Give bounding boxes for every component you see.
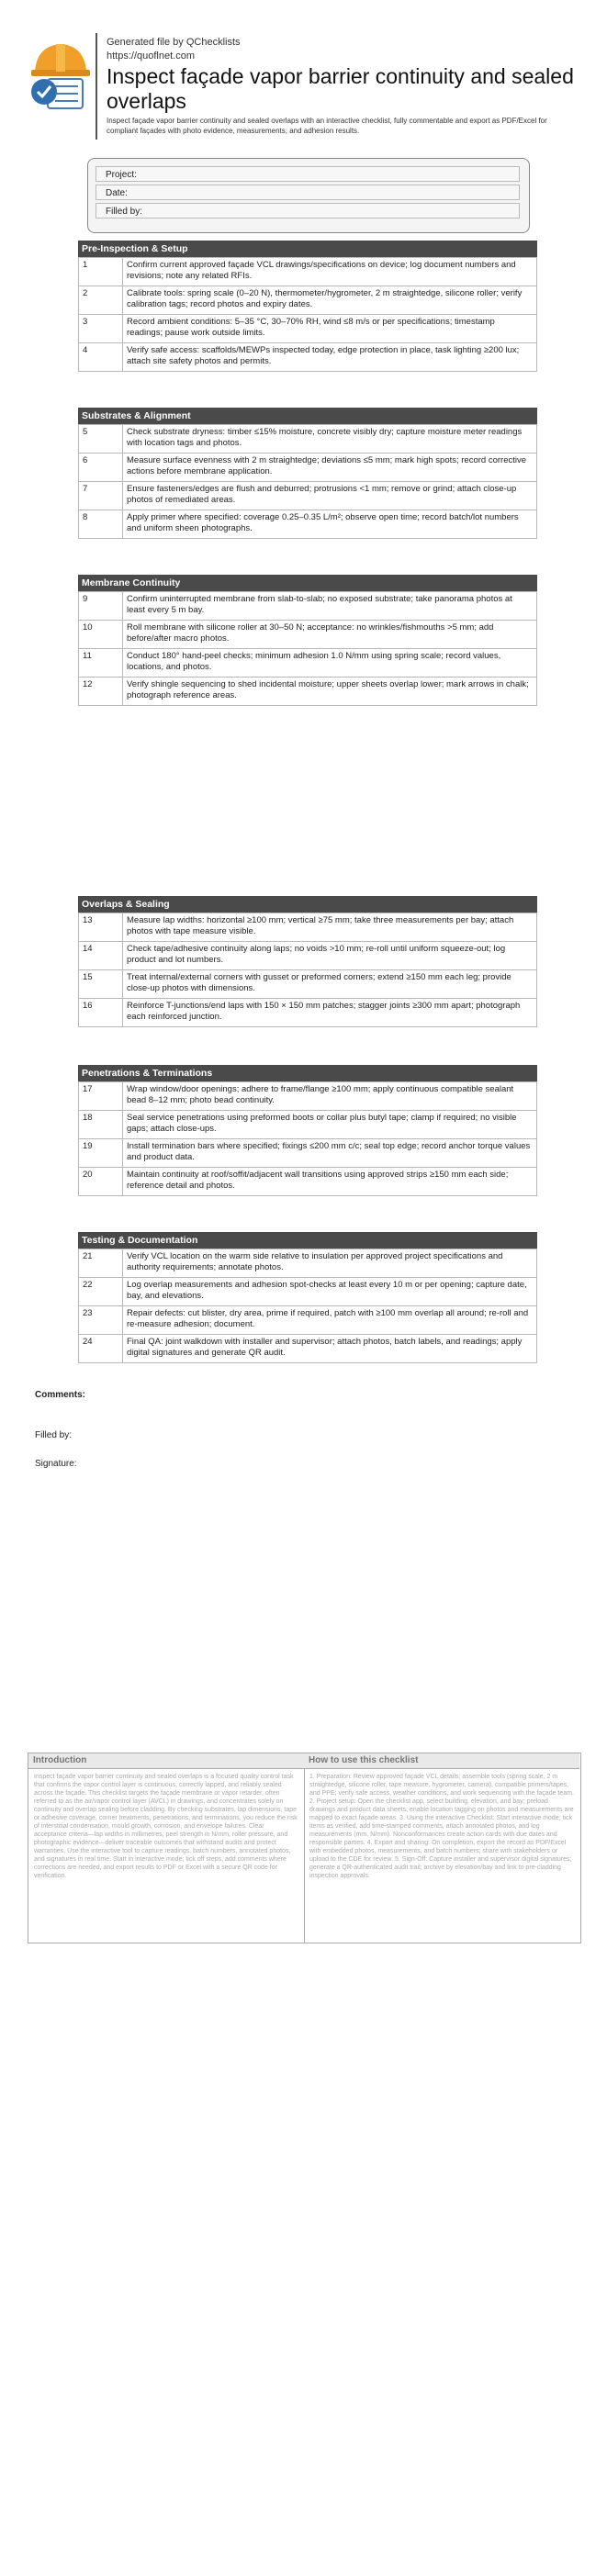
item-number: 14 <box>79 942 123 970</box>
checklist-row[interactable] <box>79 592 537 621</box>
checklist-row[interactable] <box>79 343 537 372</box>
item-number: 12 <box>79 678 123 706</box>
checklist-row[interactable] <box>79 1335 537 1363</box>
item-text: Apply primer where specified: coverage 0.25–0.35 L/m²; observe open time; record batch/lot numbers and uniform sheen photographs. <box>123 510 537 539</box>
project-field[interactable]: Project: <box>96 166 520 182</box>
item-number: 3 <box>79 315 123 343</box>
checklist-table <box>78 1081 537 1196</box>
item-number: 24 <box>79 1335 123 1363</box>
checklist-row[interactable] <box>79 621 537 649</box>
checklist-row[interactable] <box>79 482 537 510</box>
item-text: Verify safe access: scaffolds/MEWPs inspected today, edge protection in place, task lighting ≥200 lux; attach site safety photos and permits. <box>123 343 537 372</box>
generated-by-text: Generated file by QChecklists <box>107 37 241 48</box>
section-substrates <box>78 408 537 539</box>
item-number: 9 <box>79 592 123 621</box>
item-number: 19 <box>79 1139 123 1168</box>
checklist-table <box>78 257 537 372</box>
item-number: 7 <box>79 482 123 510</box>
checklist-row[interactable] <box>79 1168 537 1196</box>
section-membrane-continuity <box>78 575 537 706</box>
item-number: 6 <box>79 454 123 482</box>
item-text: Measure lap widths: horizontal ≥100 mm; vertical ≥75 mm; take three measurements per bay; attach photos with tape measure visible. <box>123 913 537 942</box>
item-text: Ensure fasteners/edges are flush and deburred; protrusions <1 mm; remove or grind; attach close-up photos of remediated areas. <box>123 482 537 510</box>
checklist-table <box>78 913 537 1027</box>
checklist-row[interactable] <box>79 315 537 343</box>
filled-by-label: Filled by: <box>35 1430 73 1440</box>
checklist-table <box>78 1249 537 1363</box>
item-number: 11 <box>79 649 123 678</box>
checklist-row[interactable] <box>79 1111 537 1139</box>
date-field[interactable]: Date: <box>96 185 520 200</box>
item-text: Confirm uninterrupted membrane from slab-to-slab; no exposed substrate; take panorama photos at least every 5 m bay. <box>123 592 537 621</box>
header-divider <box>96 33 97 140</box>
item-text: Measure surface evenness with 2 m straightedge; deviations ≤5 mm; mark high spots; record corrective actions before membrane application. <box>123 454 537 482</box>
section-title: Membrane Continuity <box>78 575 537 591</box>
checklist-row[interactable] <box>79 286 537 315</box>
item-text: Roll membrane with silicone roller at 30–50 N; acceptance: no wrinkles/fishmouths >5 mm; add before/after macro photos. <box>123 621 537 649</box>
section-title: Penetrations & Terminations <box>78 1065 537 1081</box>
section-pre-inspection <box>78 241 537 372</box>
how-to-heading: How to use this checklist <box>304 1753 579 1769</box>
how-to-text: 1. Preparation: Review approved façade VCL details; assemble tools (spring scale, 2 m straightedge, silicone roller, tape measure, hygrometer, camera), compatible primers/tapes, and PPE; verify safe access, weather conditions, and work sequencing with the façade team. 2. Project setup: Open the checklist app, select building, elevation, and bay; preload drawings and product data sheets; enable location tagging on photos and measurements are mapped to exact façade areas. 3. Using the interactive Checklist: Start interactive mode; tick items as verified, add time-stamped comments, attach annotated photos, and log measurements (mm, N/mm). Nonconformances create action cards with due dates and responsible parties. 4. Export and sharing: On completion, export the record as PDF/Excel with embedded photos, measurements, and batch numbers; share with stakeholders or upload to the CDE for review. 5. Sign-Off: Capture installer and supervisor digital signatures; generate a QR-authenticated audit trail; archive by elevation/bay and link to pre-cladding inspection approvals. <box>309 1774 574 1879</box>
item-number: 4 <box>79 343 123 372</box>
section-penetrations <box>78 1065 537 1196</box>
checklist-row[interactable] <box>79 942 537 970</box>
how-to-column <box>304 1753 579 1943</box>
checklist-row[interactable] <box>79 454 537 482</box>
item-text: Verify shingle sequencing to shed incidental moisture; upper sheets overlap lower; mark arrows in chalk; photograph reference areas. <box>123 678 537 706</box>
item-text: Confirm current approved façade VCL drawings/specifications on device; log document numbers and revisions; note any related RFIs. <box>123 258 537 286</box>
section-title: Substrates & Alignment <box>78 408 537 424</box>
checklist-table <box>78 424 537 539</box>
checklist-row[interactable] <box>79 510 537 539</box>
item-number: 18 <box>79 1111 123 1139</box>
item-number: 1 <box>79 258 123 286</box>
item-text: Seal service penetrations using preformed boots or collar plus butyl tape; clamp if required; no visible gaps; attach close-ups. <box>123 1111 537 1139</box>
item-text: Verify VCL location on the warm side relative to insulation per approved project specifications and authority requirements; annotate photos. <box>123 1249 537 1278</box>
item-text: Wrap window/door openings; adhere to frame/flange ≥100 mm; apply continuous compatible sealant bead 8–12 mm; photo bead continuity. <box>123 1082 537 1111</box>
section-title: Overlaps & Sealing <box>78 896 537 913</box>
project-info-box <box>87 158 530 233</box>
section-overlaps-sealing <box>78 896 537 1027</box>
page-subtitle: Inspect façade vapor barrier continuity and sealed overlaps with an interactive checklist, fully commentable and export as PDF/Excel for compliant façades with photo evidence, measurements, and adhesion results. <box>107 117 547 135</box>
checklist-row[interactable] <box>79 1082 537 1111</box>
item-number: 8 <box>79 510 123 539</box>
checklist-row[interactable] <box>79 649 537 678</box>
checklist-row[interactable] <box>79 999 537 1027</box>
item-number: 23 <box>79 1306 123 1335</box>
checklist-row[interactable] <box>79 425 537 454</box>
item-text: Conduct 180° hand-peel checks; minimum adhesion 1.0 N/mm using spring scale; record values, locations, and photos. <box>123 649 537 678</box>
item-number: 22 <box>79 1278 123 1306</box>
source-url-link[interactable]: https://quoflnet.com <box>107 50 195 62</box>
page-title: Inspect façade vapor barrier continuity and sealed overlaps <box>107 64 574 113</box>
item-number: 21 <box>79 1249 123 1278</box>
checklist-row[interactable] <box>79 970 537 999</box>
checklist-row[interactable] <box>79 913 537 942</box>
item-number: 17 <box>79 1082 123 1111</box>
item-text: Final QA: joint walkdown with installer and supervisor; attach photos, batch labels, and readings; apply digital signatures and generate QR audit. <box>123 1335 537 1363</box>
introduction-column <box>28 1753 305 1943</box>
item-text: Log overlap measurements and adhesion spot-checks at least every 10 m or per opening; capture date, bay, and elevations. <box>123 1278 537 1306</box>
item-text: Record ambient conditions: 5–35 °C, 30–70% RH, wind ≤8 m/s or per specifications; timestamp readings; pause work outside limits. <box>123 315 537 343</box>
checklist-row[interactable] <box>79 1139 537 1168</box>
item-number: 13 <box>79 913 123 942</box>
item-text: Treat internal/external corners with gusset or preformed corners; extend ≥150 mm each leg; provide close-up photos with dimensions. <box>123 970 537 999</box>
checklist-table <box>78 591 537 706</box>
item-number: 10 <box>79 621 123 649</box>
item-text: Check substrate dryness: timber ≤15% moisture, concrete visibly dry; capture moisture meter readings with location tags and photos. <box>123 425 537 454</box>
checklist-row[interactable] <box>79 1306 537 1335</box>
item-number: 2 <box>79 286 123 315</box>
item-text: Repair defects: cut blister, dry area, prime if required, patch with ≥100 mm overlap all around; re-roll and re-measure adhesion; document. <box>123 1306 537 1335</box>
section-testing-documentation <box>78 1232 537 1363</box>
item-number: 15 <box>79 970 123 999</box>
introduction-heading: Introduction <box>28 1753 304 1769</box>
document-header <box>28 33 579 143</box>
comments-label: Comments: <box>35 1390 86 1400</box>
checklist-row[interactable] <box>79 1278 537 1306</box>
item-text: Maintain continuity at roof/soffit/adjacent wall transitions using approved strips ≥150 mm each side; reference detail and photos. <box>123 1168 537 1196</box>
item-number: 16 <box>79 999 123 1027</box>
signature-label: Signature: <box>35 1459 77 1469</box>
section-title: Testing & Documentation <box>78 1232 537 1249</box>
checklist-row[interactable] <box>79 258 537 286</box>
info-panel <box>28 1753 581 1943</box>
item-number: 5 <box>79 425 123 454</box>
item-text: Check tape/adhesive continuity along laps; no voids >10 mm; re-roll until uniform squeeze-out; log product and lot numbers. <box>123 942 537 970</box>
introduction-text: Inspect façade vapor barrier continuity and sealed overlaps is a focused quality control task that confirms the vapor control layer is continuous, correctly lapped, and reliably sealed across the façade. This checklist targets the façade membrane or vapor retarder, often referred to as the air/vapor control layer (AVCL) in drawings, and concentrates solely on continuity and overlap sealing before cladding. By checking substrates, lap dimensions, tape or adhesive coverage, corner treatments, penetrations, and terminations, you reduce the risk of interstitial condensation, mould growth, corrosion, and envelope failures. Clear acceptance criteria—lap widths in millimetres, peel strength in N/mm, roller pressure, and photographic evidence—deliver traceable outcomes that withstand audits and protect warranties. Use the interactive tool to capture readings, batch numbers, annotated photos, and signatures in real time. Start in interactive mode; tick off steps, add comments where corrections are needed, and export results to PDF or Excel with a secure QR code for verification. <box>34 1774 298 1879</box>
section-title: Pre-Inspection & Setup <box>78 241 537 257</box>
hard-hat-checklist-logo-icon <box>28 39 92 110</box>
item-number: 20 <box>79 1168 123 1196</box>
filled-by-field[interactable]: Filled by: <box>96 203 520 218</box>
item-text: Reinforce T-junctions/end laps with 150 × 150 mm patches; stagger joints ≥300 mm apart; photograph each reinforced junction. <box>123 999 537 1027</box>
item-text: Calibrate tools: spring scale (0–20 N), thermometer/hygrometer, 2 m straightedge, silicone roller; verify calibration tags; record photos and expiry dates. <box>123 286 537 315</box>
checklist-row[interactable] <box>79 1249 537 1278</box>
item-text: Install termination bars where specified; fixings ≤200 mm c/c; seal top edge; record anchor torque values and product data. <box>123 1139 537 1168</box>
checklist-row[interactable] <box>79 678 537 706</box>
